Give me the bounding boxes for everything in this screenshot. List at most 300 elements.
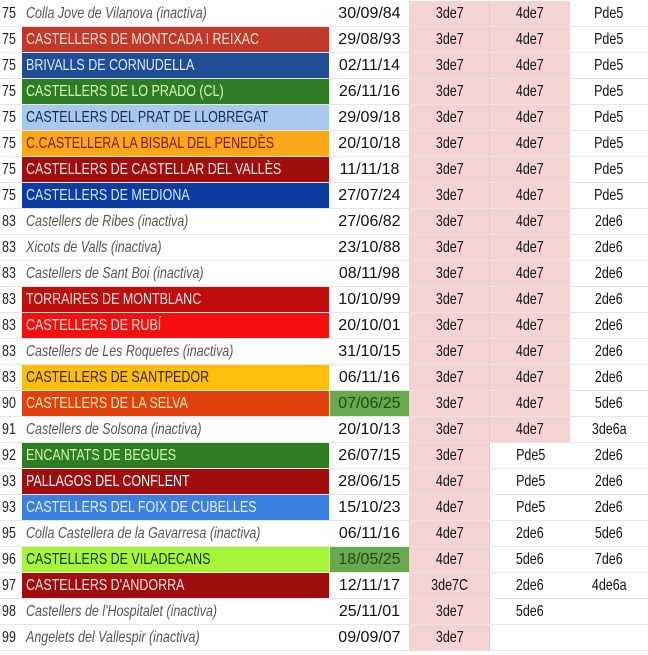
date-cell [330,443,410,468]
castell-2-cell-text: 4de7 [516,187,545,204]
rank-cell-text: 83 [2,265,16,282]
date-cell [330,235,410,260]
colla-name-cell-text: Castellers de l'Hospitalet (inactiva) [25,603,218,620]
castell-2-cell [490,79,570,104]
colla-name-cell [22,157,329,182]
colla-name-cell-text: CASTELLERS DE LA SELVA [25,395,188,412]
castell-3-cell [570,573,648,598]
castell-3-cell [570,521,648,546]
colla-name-cell-text: Colla Jove de Vilanova (inactiva) [25,5,207,22]
castell-2-cell-text: 4de7 [516,83,545,100]
rank-cell [0,27,22,52]
castell-2-cell [490,391,570,416]
rank-cell [0,365,22,390]
date-cell [330,469,410,494]
date-cell [330,157,410,182]
castell-2-cell-text: 2de6 [516,577,545,594]
date-cell [330,287,410,312]
rank-cell [0,287,22,312]
castell-3-cell [570,391,648,416]
rank-cell-text: 75 [2,83,16,100]
castell-3-cell-text: Pde5 [594,135,624,152]
table-row[interactable] [0,521,648,547]
castell-1-cell-text: 3de7 [435,629,464,646]
date-cell [330,339,410,364]
date-cell-text: 29/08/93 [338,31,401,48]
colla-name-cell-text: TORRAIRES DE MONTBLANC [25,291,202,308]
date-cell [330,521,410,546]
rank-cell-text: 83 [2,343,16,360]
castell-2-cell-text: 4de7 [516,395,545,412]
colla-name-cell [22,235,329,260]
castell-3-cell [570,495,648,520]
castell-2-cell [490,443,570,468]
castell-2-cell [490,53,570,78]
castell-1-cell-text: 3de7 [435,265,464,282]
castell-3-cell-text: Pde5 [594,57,624,74]
rank-cell-text: 75 [2,109,16,126]
castell-2-cell [490,495,570,520]
colla-name-cell-text: Castellers de Ribes (inactiva) [25,213,189,230]
table-row[interactable] [0,79,648,105]
table-row[interactable] [0,339,648,365]
colla-name-cell-text: CASTELLERS DE RUBÍ [25,317,162,334]
rank-cell-text: 96 [2,551,16,568]
rank-cell-text: 75 [2,187,16,204]
castell-2-cell-text: 4de7 [516,161,545,178]
table-row[interactable] [0,53,648,79]
colla-name-cell [22,183,329,208]
colla-name-cell [22,339,329,364]
castell-1-cell-text: 3de7 [435,83,464,100]
date-cell-text: 02/11/14 [338,57,400,74]
castell-1-cell [409,365,490,390]
castell-3-cell [570,157,648,182]
date-cell [330,183,410,208]
date-cell-text: 20/10/18 [338,135,401,152]
castell-1-cell-text: 3de7 [435,447,464,464]
castell-1-cell [409,209,490,234]
castell-1-cell-text: 4de7 [435,551,464,568]
colla-name-cell [22,287,329,312]
rank-cell-text: 75 [2,135,16,152]
castell-3-cell-text: 5de6 [595,395,623,412]
rank-cell [0,79,22,104]
colla-name-cell-text: Castellers de Les Roquetes (inactiva) [25,343,234,360]
castell-2-cell-text: 4de7 [516,239,545,256]
date-cell [330,391,410,416]
castell-2-cell-text: 5de6 [516,603,545,620]
castell-3-cell [570,105,648,130]
castell-2-cell [490,339,570,364]
table-row[interactable] [0,183,648,209]
date-cell-text: 09/09/07 [338,629,401,646]
castell-2-cell-text: 5de6 [516,551,545,568]
table-row[interactable] [0,131,648,157]
rank-cell-text: 75 [2,5,16,22]
table-row[interactable] [0,443,648,469]
castell-3-cell-text: Pde5 [594,187,624,204]
colla-name-cell [22,495,329,520]
colla-name-cell-text: CASTELLERS D'ANDORRA [25,577,185,594]
rank-cell-text: 97 [2,577,16,594]
castell-1-cell [409,261,490,286]
castell-3-cell-text: 2de6 [595,213,623,230]
rank-cell-text: 83 [2,291,16,308]
castell-2-cell-text: 4de7 [516,369,545,386]
colla-name-cell-text: CASTELLERS DE MONTCADA I REIXAC [25,31,259,48]
castell-1-cell [409,157,490,182]
colla-name-cell [22,105,329,130]
castell-1-cell-text: 3de7 [435,161,464,178]
castell-3-cell [570,313,648,338]
rank-cell [0,53,22,78]
date-cell [330,313,410,338]
rank-cell-text: 91 [2,421,16,438]
castell-2-cell-text: Pde5 [515,447,545,464]
castell-2-cell-text: 4de7 [516,291,545,308]
rank-cell [0,1,22,26]
date-cell [330,495,410,520]
rank-cell-text: 99 [2,629,16,646]
castell-1-cell-text: 3de7 [435,291,464,308]
castell-1-cell-text: 3de7 [435,135,464,152]
rank-cell-text: 83 [2,369,16,386]
colla-name-cell [22,599,329,624]
castell-3-cell-text: 2de6 [595,473,623,490]
colla-name-cell [22,573,329,598]
castell-1-cell-text: 3de7 [435,187,464,204]
rank-cell [0,417,22,442]
castell-1-cell [409,625,490,650]
castell-3-cell [570,547,648,572]
colla-name-cell [22,79,329,104]
castell-3-cell-text: 4de6a [591,577,627,594]
date-cell-text: 06/11/16 [338,369,400,386]
table-row[interactable] [0,1,648,27]
table-row[interactable] [0,157,648,183]
colla-name-cell-text: PALLAGOS DEL CONFLENT [25,473,190,490]
date-cell-text: 10/10/99 [338,291,401,308]
colla-name-cell-text: BRIVALLS DE CORNUDELLA [25,57,195,74]
castell-1-cell [409,313,490,338]
castell-1-cell-text: 3de7 [435,239,464,256]
castell-3-cell [570,261,648,286]
castell-3-cell [570,53,648,78]
castell-3-cell-text: 2de6 [595,239,623,256]
table-row[interactable] [0,625,648,651]
date-cell [330,261,410,286]
castell-2-cell [490,547,570,572]
castell-3-cell [570,131,648,156]
castell-1-cell-text: 3de7 [435,421,464,438]
castell-1-cell-text: 3de7 [435,317,464,334]
colla-name-cell-text: Colla Castellera de la Gavarresa (inactiva) [25,525,261,542]
date-cell-text: 25/11/01 [338,603,400,620]
date-cell-text: 11/11/18 [339,161,400,178]
date-cell-text: 28/06/15 [338,473,401,490]
table-row[interactable] [0,469,648,495]
date-cell [330,105,410,130]
castell-1-cell [409,417,490,442]
castell-3-cell [570,235,648,260]
colla-name-cell-text: CASTELLERS DEL FOIX DE CUBELLES [25,499,257,516]
castell-2-cell-text: 4de7 [516,317,545,334]
rank-cell [0,495,22,520]
date-cell [330,417,410,442]
castell-2-cell-text: 4de7 [516,31,545,48]
rank-cell [0,235,22,260]
date-cell [330,573,410,598]
castell-2-cell-text: 4de7 [516,421,545,438]
colla-name-cell [22,625,329,650]
castell-3-cell [570,183,648,208]
castell-3-cell-text: 2de6 [595,343,623,360]
colla-name-cell-text: C.CASTELLERA LA BISBAL DEL PENEDÈS [25,135,275,152]
date-cell-text: 20/10/13 [338,421,401,438]
date-cell-text: 29/09/18 [338,109,401,126]
rank-cell [0,339,22,364]
rank-cell [0,547,22,572]
rank-cell [0,391,22,416]
castell-2-cell [490,365,570,390]
rank-cell [0,599,22,624]
castell-3-cell-text: Pde5 [594,83,624,100]
date-cell-text: 12/11/17 [338,577,400,594]
date-cell-text: 07/06/25 [338,395,401,412]
table-row[interactable] [0,391,648,417]
date-cell [330,209,410,234]
date-cell-text: 30/09/84 [338,5,401,22]
rank-cell [0,209,22,234]
castell-1-cell-text: 4de7 [435,473,464,490]
castell-3-cell-text: 5de6 [595,525,623,542]
table-row[interactable] [0,417,648,443]
table-row[interactable] [0,547,648,573]
rank-cell [0,105,22,130]
rank-cell [0,521,22,546]
table-row[interactable] [0,599,648,625]
castell-3-cell [570,443,648,468]
table-row[interactable] [0,313,648,339]
table-row[interactable] [0,365,648,391]
colla-name-cell [22,547,329,572]
castell-3-cell-text: 2de6 [595,447,623,464]
castell-1-cell-text: 3de7 [435,395,464,412]
castell-1-cell [409,391,490,416]
castell-3-cell [570,287,648,312]
castell-1-cell [409,183,490,208]
castell-2-cell-text: 4de7 [516,135,545,152]
rank-cell-text: 83 [2,239,16,256]
castell-2-cell [490,573,570,598]
castell-3-cell-text: Pde5 [594,161,624,178]
colla-name-cell [22,209,329,234]
castell-2-cell [490,157,570,182]
castell-2-cell-text: 2de6 [516,525,545,542]
rank-cell [0,313,22,338]
castell-2-cell-text: 4de7 [516,265,545,282]
date-cell-text: 26/11/16 [338,83,400,100]
colla-name-cell-text: CASTELLERS DE MEDIONA [25,187,190,204]
castell-1-cell [409,599,490,624]
rank-cell [0,261,22,286]
rank-cell-text: 83 [2,317,16,334]
castell-1-cell [409,1,490,26]
castell-1-cell-text: 4de7 [435,525,464,542]
castell-3-cell-text: 3de6a [591,421,627,438]
table-row[interactable] [0,287,648,313]
castell-2-cell [490,417,570,442]
colla-name-cell-text: Castellers de Solsona (inactiva) [25,421,202,438]
castell-3-cell-text: Pde5 [594,5,624,22]
colla-name-cell [22,1,329,26]
castell-1-cell [409,547,490,572]
date-cell [330,1,410,26]
rankings-table [0,1,648,651]
table-row[interactable] [0,573,648,599]
castell-3-cell-text: 2de6 [595,369,623,386]
date-cell-text: 23/10/88 [338,239,401,256]
rank-cell [0,625,22,650]
rank-cell [0,183,22,208]
castell-1-cell-text: 3de7 [435,109,464,126]
colla-name-cell [22,391,329,416]
castell-2-cell-text: 4de7 [516,5,545,22]
castell-1-cell-text: 4de7 [435,499,464,516]
castell-1-cell [409,287,490,312]
rank-cell-text: 75 [2,31,16,48]
date-cell [330,365,410,390]
castell-1-cell [409,573,490,598]
colla-name-cell [22,521,329,546]
colla-name-cell [22,313,329,338]
castell-3-cell [570,365,648,390]
table-row[interactable] [0,261,648,287]
castell-2-cell [490,27,570,52]
table-row[interactable] [0,495,648,521]
colla-name-cell-text: Angelets del Vallespir (inactiva) [25,629,200,646]
rank-cell [0,131,22,156]
colla-name-cell-text: ENCANTATS DE BEGUES [25,447,176,464]
castell-1-cell [409,27,490,52]
castell-3-cell-text: 2de6 [595,317,623,334]
castell-1-cell [409,131,490,156]
colla-name-cell-text: Xicots de Valls (inactiva) [25,239,162,256]
colla-name-cell-text: CASTELLERS DE VILADECANS [25,551,211,568]
castell-2-cell [490,105,570,130]
castell-3-cell [570,339,648,364]
castell-2-cell [490,209,570,234]
date-cell [330,131,410,156]
castell-2-cell [490,313,570,338]
castell-2-cell [490,521,570,546]
castell-2-cell [490,599,570,624]
castell-3-cell [570,209,648,234]
rank-cell-text: 95 [2,525,16,542]
castell-2-cell-text: 4de7 [516,213,545,230]
castell-1-cell-text: 3de7 [435,31,464,48]
castell-3-cell-text: 2de6 [595,291,623,308]
rank-cell-text: 92 [2,447,16,464]
colla-name-cell [22,443,329,468]
castell-1-cell [409,53,490,78]
castell-2-cell [490,261,570,286]
colla-name-cell-text: Castellers de Sant Boi (inactiva) [25,265,204,282]
castell-3-cell [570,1,648,26]
date-cell-text: 26/07/15 [338,447,401,464]
castell-3-cell-text: Pde5 [594,31,624,48]
castell-2-cell [490,183,570,208]
castell-1-cell [409,339,490,364]
date-cell [330,79,410,104]
castell-3-cell [570,625,648,650]
castell-2-cell [490,287,570,312]
rank-cell-text: 93 [2,473,16,490]
rank-cell [0,443,22,468]
colla-name-cell [22,365,329,390]
castell-1-cell [409,105,490,130]
castell-3-cell-text: 2de6 [595,499,623,516]
colla-name-cell [22,417,329,442]
colla-name-cell-text: CASTELLERS DE SANTPEDOR [25,369,210,386]
rank-cell-text: 98 [2,603,16,620]
castell-1-cell-text: 3de7C [430,577,468,594]
table-row[interactable] [0,235,648,261]
castell-1-cell [409,79,490,104]
table-row[interactable] [0,27,648,53]
date-cell-text: 08/11/98 [338,265,400,282]
castell-2-cell-text: 4de7 [516,57,545,74]
castell-2-cell [490,235,570,260]
colla-name-cell [22,469,329,494]
date-cell-text: 27/06/82 [338,213,401,230]
colla-name-cell [22,261,329,286]
rank-cell [0,469,22,494]
date-cell-text: 20/10/01 [338,317,401,334]
rank-cell-text: 93 [2,499,16,516]
castell-2-cell [490,131,570,156]
castell-1-cell-text: 3de7 [435,57,464,74]
castell-1-cell [409,235,490,260]
castell-3-cell [570,417,648,442]
castell-2-cell [490,1,570,26]
date-cell-text: 15/10/23 [338,499,401,516]
castell-3-cell-text: 2de6 [595,265,623,282]
castell-1-cell-text: 3de7 [435,213,464,230]
castell-2-cell-text: Pde5 [515,473,545,490]
colla-name-cell [22,53,329,78]
date-cell [330,27,410,52]
date-cell-text: 06/11/16 [338,525,400,542]
rank-cell [0,157,22,182]
castell-3-cell-text: Pde5 [594,109,624,126]
date-cell-text: 18/05/25 [338,551,401,568]
date-cell [330,599,410,624]
castell-2-cell-text: 4de7 [516,343,545,360]
rank-cell-text: 83 [2,213,16,230]
castell-1-cell [409,443,490,468]
rank-cell-text: 75 [2,161,16,178]
castell-2-cell-text: 4de7 [516,109,545,126]
castell-3-cell-text: 7de6 [595,551,623,568]
castell-2-cell [490,625,570,650]
table-row[interactable] [0,209,648,235]
table-row[interactable] [0,105,648,131]
rank-cell-text: 90 [2,395,16,412]
date-cell [330,53,410,78]
colla-name-cell-text: CASTELLERS DEL PRAT DE LLOBREGAT [25,109,269,126]
